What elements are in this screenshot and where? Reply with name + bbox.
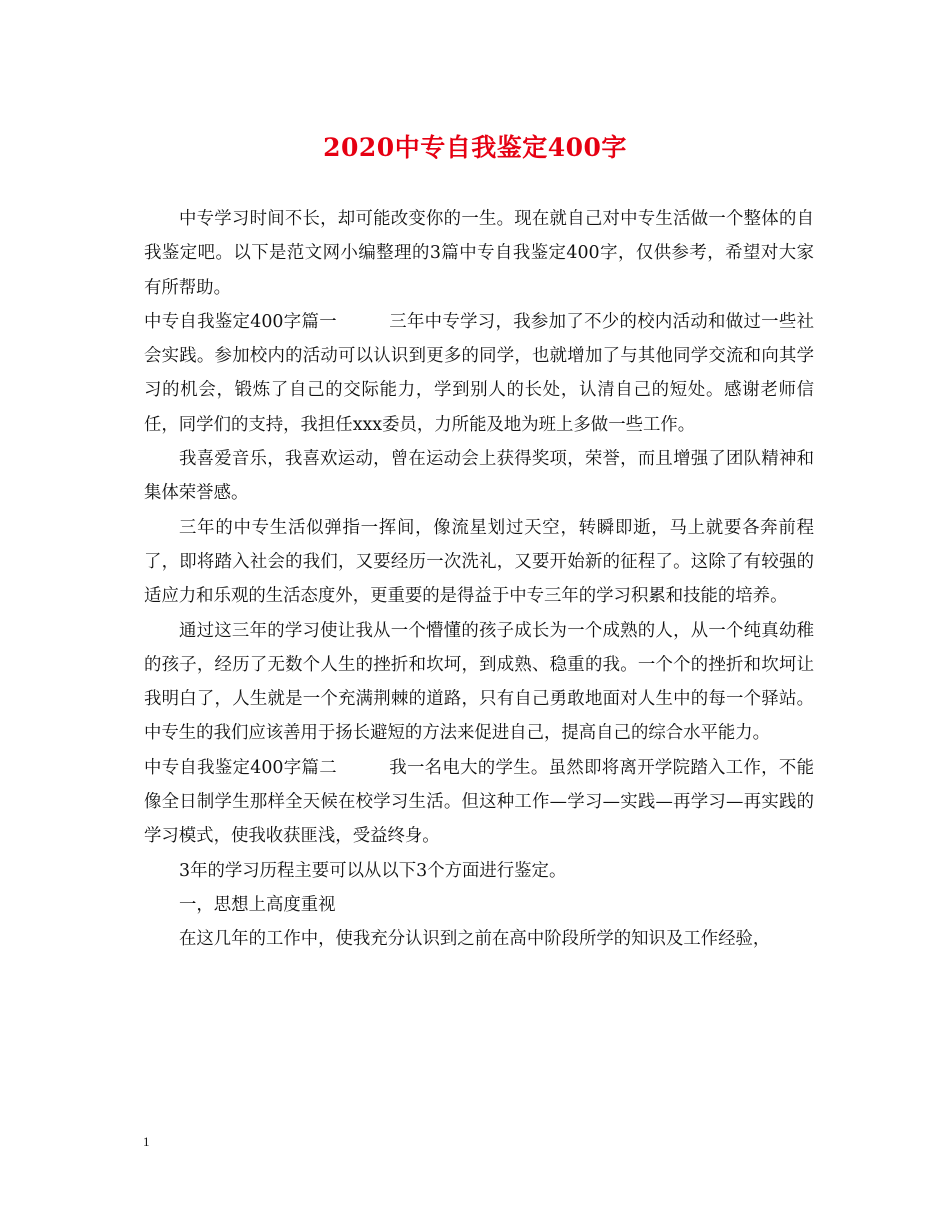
document-title: 2020中专自我鉴定400字 <box>323 133 627 162</box>
paragraph: 3年的学习历程主要可以从以下3个方面进行鉴定。 <box>179 860 567 881</box>
paragraph: 中专学习时间不长，却可能改变你的一生。现在就自己对中专生活做一个整体的自我鉴定吧。以下是范文网小编整理的3篇中专自我鉴定400字，仅供参考，希望对大家有所帮助。 <box>144 209 814 298</box>
section-heading: 中专自我鉴定400字篇二 <box>144 757 337 778</box>
paragraph-text: 三年中专学习，我参加了不少的校内活动和做过一些社会实践。参加校内的活动可以认识到更多的同学，也就增加了与其他同学交流和向其学习的机会，锻炼了自己的交际能力，学到别人的长处，认清自己的短处。感谢老师信任，同学们的支持，我担任xxx委员，力所能及地为班上多做一些工作。 <box>144 311 814 435</box>
paragraph: 在这几年的工作中，使我充分认识到之前在高中阶段所学的知识及工作经验， <box>179 929 771 950</box>
paragraph: 一，思想上高度重视 <box>179 894 336 915</box>
section-paragraph <box>144 305 814 442</box>
paragraph: 通过这三年的学习使让我从一个懵懂的孩子成长为一个成熟的人，从一个纯真幼稚的孩子，经历了无数个人生的挫折和坎坷，到成熟、稳重的我。一个个的挫折和坎坷让我明白了，人生就是一个充满荆棘的道路，只有自己勇敢地面对人生中的每一个驿站。中专生的我们应该善用于扬长避短的方法来促进自己，提高自己的综合水平能力。 <box>144 620 814 744</box>
section-paragraph <box>144 751 814 854</box>
paragraph-text: 我一名电大的学生。虽然即将离开学院踏入工作，不能像全日制学生那样全天候在校学习生活。但这种工作—学习—实践—再学习—再实践的学习模式，使我收获匪浅，受益终身。 <box>144 757 814 847</box>
document-body <box>144 202 814 957</box>
section-heading: 中专自我鉴定400字篇一 <box>144 311 337 332</box>
paragraph: 我喜爱音乐，我喜欢运动，曾在运动会上获得奖项，荣誉，而且增强了团队精神和集体荣誉感。 <box>144 449 814 504</box>
page-number: 1 <box>143 1134 150 1149</box>
paragraph: 三年的中专生活似弹指一挥间，像流星划过天空，转瞬即逝，马上就要各奔前程了，即将踏入社会的我们，又要经历一次洗礼，又要开始新的征程了。这除了有较强的适应力和乐观的生活态度外，更重要的是得益于中专三年的学习积累和技能的培养。 <box>144 517 814 607</box>
